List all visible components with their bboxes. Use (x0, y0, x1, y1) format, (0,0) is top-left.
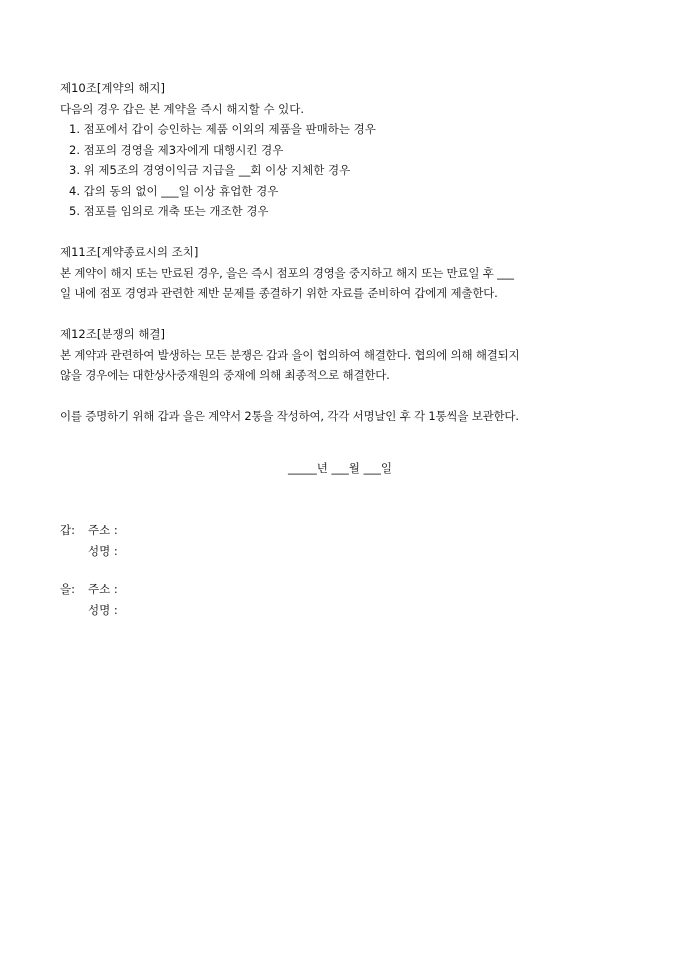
article-10-list (60, 119, 630, 222)
closing-statement: 이를 증명하기 위해 갑과 을은 계약서 2통을 작성하여, 각각 서명날인 후 각 1통씩을 보관한다. (60, 409, 519, 423)
list-item: 1. 점포에서 갑이 승인하는 제품 이외의 제품을 판매하는 경우 (69, 122, 376, 136)
list-item: 3. 위 제5조의 경영이익금 지급을 __회 이상 지체한 경우 (69, 163, 351, 177)
contract-date: _____년 ___월 ___일 (288, 461, 392, 475)
party-b-address-label: 주소 : (88, 582, 118, 596)
article-11-heading: 제11조[계약종료시의 조치] (60, 245, 199, 259)
article-12-heading: 제12조[분쟁의 해결] (60, 327, 166, 341)
list-item: 5. 점포를 임의로 개축 또는 개조한 경우 (69, 204, 269, 218)
article-10-heading: 제10조[계약의 해지] (60, 81, 166, 95)
party-a-address-label: 주소 : (88, 523, 118, 537)
article-11-line: 본 계약이 해지 또는 만료된 경우, 을은 즉시 점포의 경영을 중지하고 해지 또는 만료일 후 ___ (60, 265, 514, 280)
contract-body (60, 78, 630, 427)
party-b-block (60, 579, 120, 621)
party-a-label: 갑: (60, 523, 75, 537)
article-11-line: 일 내에 점포 경영과 관련한 제반 문제를 종결하기 위한 자료를 준비하여 갑에게 제출한다. (60, 286, 498, 300)
party-a-name-label: 성명 : (88, 544, 118, 558)
list-item: 4. 갑의 동의 없이 ___일 이상 휴업한 경우 (69, 183, 279, 198)
party-a-block (60, 520, 120, 562)
party-b-name-label: 성명 : (88, 603, 118, 617)
party-b-label: 을: (60, 582, 75, 596)
article-12-line: 않을 경우에는 대한상사중재원의 중재에 의해 최종적으로 해결한다. (60, 368, 390, 382)
article-10-intro: 다음의 경우 갑은 본 계약을 즉시 해지할 수 있다. (60, 101, 304, 116)
list-item: 2. 점포의 경영을 제3자에게 대행시킨 경우 (69, 142, 284, 157)
article-12-line: 본 계약과 관련하여 발생하는 모든 분쟁은 갑과 을이 협의하여 해결한다. 협의에 의해 해결되지 (60, 347, 520, 362)
